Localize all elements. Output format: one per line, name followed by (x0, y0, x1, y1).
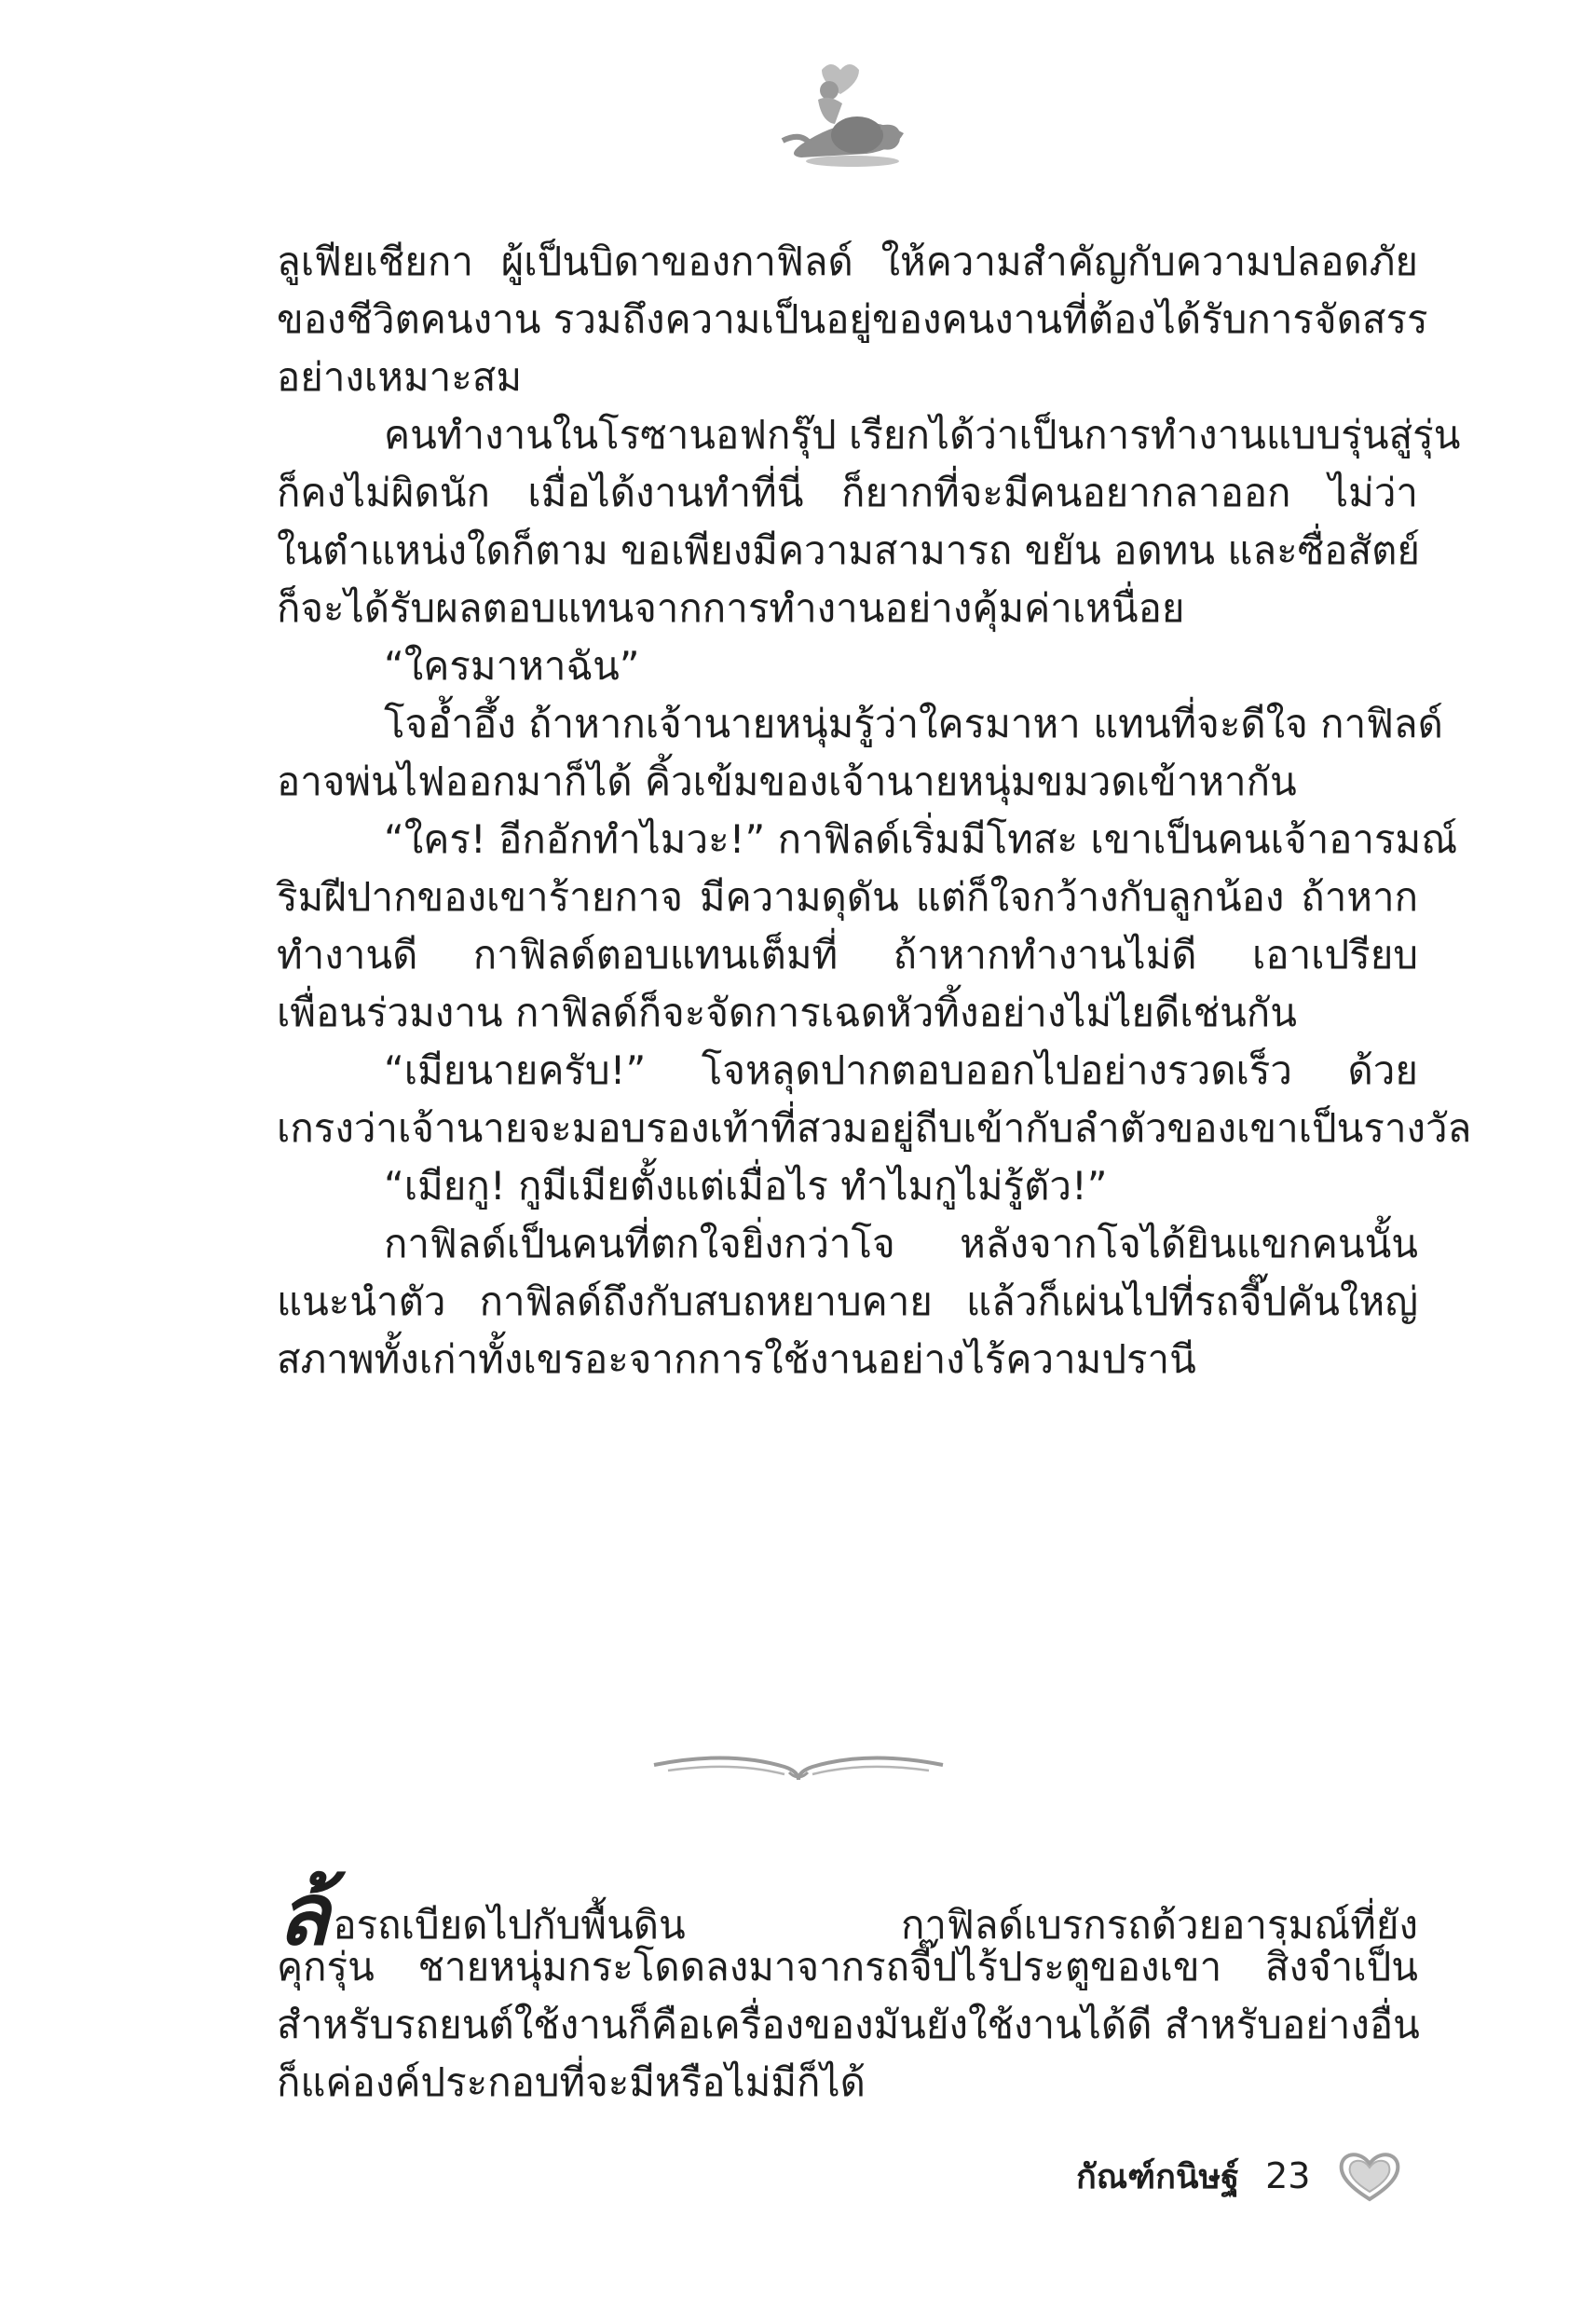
text-line: ก็จะได้รับผลตอบแทนจากการทำงานอย่างคุ้มค่าเหนื่อย (277, 585, 1185, 631)
text-line: ริมฝีปากของเขาร้ายกาจ มีความดุดัน แต่ก็ใจกว้างกับลูกน้อง ถ้าหาก (277, 874, 1418, 920)
text-line: สภาพทั้งเก่าทั้งเขรอะจากการใช้งานอย่างไร้ความปรานี (277, 1336, 1196, 1382)
text-line: “เมียกู! กูมีเมียตั้งแต่เมื่อไร ทำไมกูไม่รู้ตัว!” (384, 1163, 1108, 1209)
text-line: ลูเฟียเชียกา ผู้เป็นบิดาของกาฟิลด์ ให้ความสำคัญกับความปลอดภัย (277, 239, 1418, 284)
page-footer (1076, 2143, 1403, 2208)
text-line: เพื่อนร่วมงาน กาฟิลด์ก็จะจัดการเฉดหัวทิ้งอย่างไม่ไยดีเช่นกัน (277, 990, 1297, 1035)
text-line: ก็แค่องค์ประกอบที่จะมีหรือไม่มีก็ได้ (277, 2059, 866, 2105)
drop-cap: ล้ (277, 1865, 330, 1964)
text-line: “ใครมาหาฉัน” (384, 643, 640, 689)
scroll-divider-icon (649, 1744, 948, 1791)
text-line: “เมียนายครับ!” โจหลุดปากตอบออกไปอย่างรวดเร็ว ด้วย (384, 1047, 1418, 1093)
text-line: คนทำงานในโรซานอฟกรุ๊ป เรียกได้ว่าเป็นการทำงานแบบรุ่นสู่รุ่น (384, 412, 1461, 458)
text-line (277, 1865, 1418, 1964)
text-line: โจอ้ำอึ้ง ถ้าหากเจ้านายหนุ่มรู้ว่าใครมาหา แทนที่จะดีใจ กาฟิลด์ (384, 701, 1443, 746)
teapot-cupid-ornament-icon (764, 51, 913, 172)
body-text-block (277, 233, 1472, 1388)
text-line: แนะนำตัว กาฟิลด์ถึงกับสบถหยาบคาย แล้วก็เผ่นไปที่รถจี๊ปคันใหญ่ (277, 1279, 1418, 1324)
page-number: 23 (1265, 2155, 1311, 2196)
text-line: อย่างเหมาะสม (277, 354, 523, 400)
text-line: ในตำแหน่งใดก็ตาม ขอเพียงมีความสามารถ ขยัน อดทน และซื่อสัตย์ (277, 527, 1420, 573)
text-line: ทำงานดี กาฟิลด์ตอบแทนเต็มที่ ถ้าหากทำงานไม่ดี เอาเปรียบ (277, 932, 1418, 978)
chapter-opening-block (277, 1865, 1420, 2112)
heart-icon (1336, 2147, 1403, 2205)
text-line: คุกรุ่น ชายหนุ่มกระโดดลงมาจากรถจี๊ปไร้ประตูของเขา สิ่งจำเป็น (277, 1944, 1418, 1990)
text-line: ของชีวิตคนงาน รวมถึงความเป็นอยู่ของคนงานที่ต้องได้รับการจัดสรร (277, 296, 1428, 342)
text-line: กาฟิลด์เป็นคนที่ตกใจยิ่งกว่าโจ หลังจากโจได้ยินแขกคนนั้น (384, 1221, 1418, 1266)
text-line: สำหรับรถยนต์ใช้งานก็คือเครื่องของมันยังใช้งานได้ดี สำหรับอย่างอื่น (277, 2002, 1420, 2047)
drop-cap-line-rest: อรถเบียดไปกับพื้นดิน กาฟิลด์เบรกรถด้วยอารมณ์ที่ยัง (333, 1902, 1418, 1948)
text-line: อาจพ่นไฟออกมาก็ได้ คิ้วเข้มของเจ้านายหนุ่มขมวดเข้าหากัน (277, 759, 1297, 804)
text-line: เกรงว่าเจ้านายจะมอบรองเท้าที่สวมอยู่ถีบเข้ากับลำตัวของเขาเป็นรางวัล (277, 1105, 1472, 1151)
text-line: ก็คงไม่ผิดนัก เมื่อได้งานทำที่นี่ ก็ยากที่จะมีคนอยากลาออก ไม่ว่า (277, 470, 1418, 515)
text-line: “ใคร! อีกอักทำไมวะ!” กาฟิลด์เริ่มมีโทสะ เขาเป็นคนเจ้าอารมณ์ (384, 816, 1458, 862)
book-title: กัณฑ์กนิษฐ์ (1076, 2157, 1240, 2196)
